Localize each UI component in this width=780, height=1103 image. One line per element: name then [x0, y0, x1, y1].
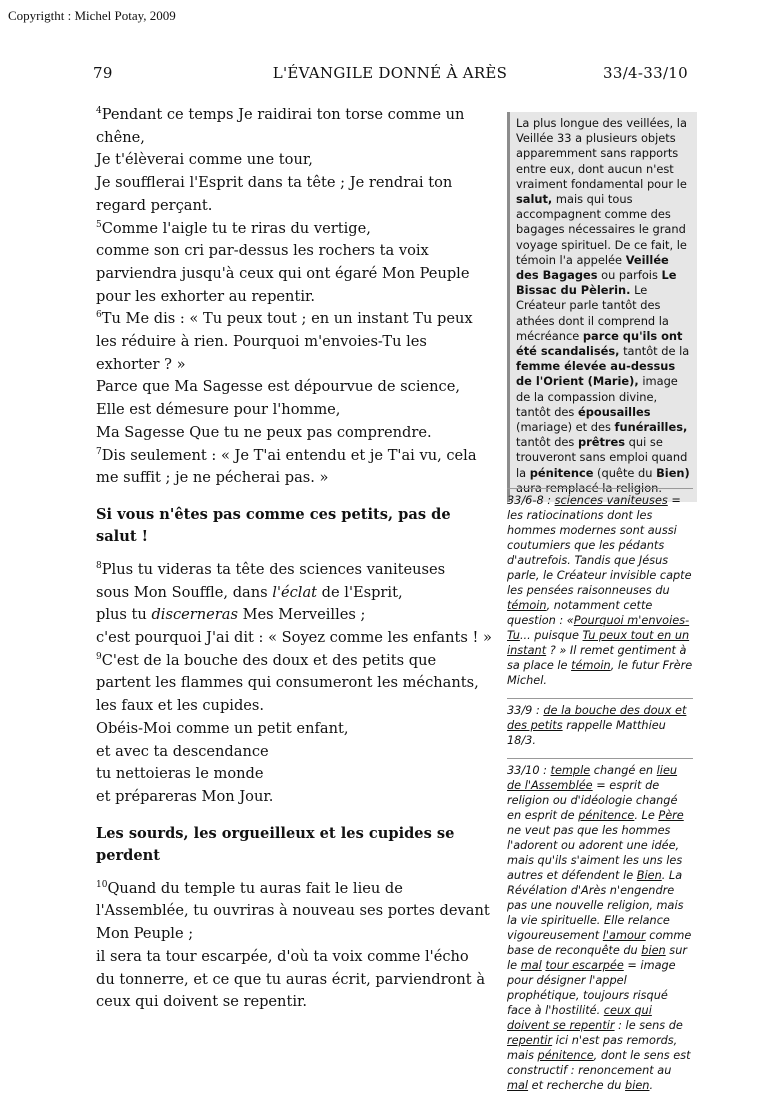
verse-line: et prépareras Mon Jour.	[96, 787, 274, 805]
verse-line: sous Mon Souffle, dans l'éclat de l'Esprit,	[96, 583, 403, 601]
section-heading-2: Les sourds, les orgueilleux et les cupides se perdent	[96, 824, 455, 864]
copyright-notice: Copyrigtht : Michel Potay, 2009	[8, 8, 176, 23]
verse-number: 7	[96, 446, 102, 457]
verse-number: 9	[96, 651, 102, 662]
verse-group-9	[96, 650, 492, 809]
summary-box: La plus longue des veillées, la Veillée 33 a plusieurs objets apparemment sans rapports entre eux, dont aucun n'est vraiment fondamental pour le salut, mais qui tous accompagnent comme des bagages nécessaires le grand voyage spirituel. De ce fait, le témoin l'a appelée Veillée des Bagages ou parfois Le Bissac du Pèlerin. Le Créateur parle tantôt des athées dont il comprend la mécréance parce qu'ils ont été scandalisés, tantôt de la femme élevée au-dessus de l'Orient (Marie), image de la compassion divine, tantôt des épousailles (mariage) et des funérailles, tantôt des prêtres qui se trouveront sans emploi quand la pénitence (quête du Bien) aura remplacé la religion.	[507, 112, 697, 502]
verse-number: 4	[96, 106, 102, 117]
note-33-10: 33/10 : temple changé en lieu de l'Assemblée = esprit de religion ou d'idéologie changé en esprit de pénitence. Le Père ne veut pas que les hommes l'adorent ou adorent une idée, mais qu'ils s'aiment les uns les autres et défendent le Bien. La Révélation d'Arès n'engendre pas une nouvelle religion, mais la vie spirituelle. Elle relance vigoureusement l'amour comme base de reconquête du bien sur le mal tour escarpée = image pour désigner l'appel prophétique, toujours risqué face à l'hostilité. ceux qui doivent se repentir : le sens de repentir ici n'est pas remords, mais pénitence, dont le sens est constructif : renoncement au mal et recherche du bien.	[507, 758, 693, 1093]
verse-line: $^{10}$Quand du temple tu auras fait le lieu de l'Assemblée, tu ouvriras à nouveau ses portes devant Mon Peuple ;	[96, 879, 490, 943]
verse-group-8	[96, 559, 492, 650]
verse-line: $^5$Comme l'aigle tu te riras du vertige,	[96, 219, 371, 237]
verse-line: c'est pourquoi J'ai dit : « Soyez comme les enfants ! »	[96, 629, 492, 647]
verse-line: Ma Sagesse Que tu ne peux pas comprendre.	[96, 423, 432, 441]
verse-line: $^7$Dis seulement : « Je T'ai entendu et je T'ai vu, cela me suffit ; je ne pécherai pas. »	[96, 446, 477, 487]
verse-line: $^6$Tu Me dis : « Tu peux tout ; en un instant Tu peux les réduire à rien. Pourquoi m'envoies-Tu les exhorter ? »	[96, 310, 473, 373]
section-heading-1: Si vous n'êtes pas comme ces petits, pas de salut !	[96, 505, 451, 545]
note-33-6-8: 33/6-8 : sciences vaniteuses = les ratiocinations dont les hommes modernes sont aussi coutumiers que les pédants d'autrefois. Tandis que Jésus parle, le Créateur invisible capte les pensées raisonneuses du témoin, notamment cette question : «Pourquoi m'envoies-Tu... puisque Tu peux tout en un instant ? » Il remet gentiment à sa place le témoin, le futur Frère Michel.	[507, 488, 693, 688]
page-number: 79	[93, 64, 113, 82]
verse-line: pour les exhorter au repentir.	[96, 287, 315, 305]
verse-number: 5	[96, 219, 102, 230]
verse-line: Je t'élèverai comme une tour,	[96, 151, 313, 169]
verse-line: Elle est démesure pour l'homme,	[96, 401, 341, 419]
running-title: L'ÉVANGILE DONNÉ À ARÈS	[272, 64, 508, 82]
verse-line: il sera ta tour escarpée, d'où ta voix comme l'écho du tonnerre, et ce que tu auras écrit, parviendront à ceux qui doivent se repentir.	[96, 947, 486, 1011]
note-33-9: 33/9 : de la bouche des doux et des petits rappelle Matthieu 18/3.	[507, 698, 693, 748]
verse-line: tu nettoieras le monde	[96, 765, 264, 783]
verse-line: $^4$Pendant ce temps Je raidirai ton torse comme un chêne,	[96, 106, 465, 146]
verse-line: $^9$C'est de la bouche des doux et des petits que partent les flammes qui consumeront les méchants, les faux et les cupides.	[96, 651, 479, 715]
verse-line: Obéis-Moi comme un petit enfant,	[96, 719, 349, 737]
verse-group-10	[96, 878, 492, 1014]
verse-number: 6	[96, 310, 102, 321]
verse-line: plus tu discerneras Mes Merveilles ;	[96, 606, 366, 624]
verse-number: 10	[96, 879, 108, 890]
verse-line: comme son cri par-dessus les rochers ta voix parviendra jusqu'à ceux qui ont égaré Mon Peuple	[96, 242, 470, 282]
verse-line: Je soufflerai l'Esprit dans ta tête ; Je rendrai ton regard perçant.	[96, 174, 453, 214]
margin-notes	[507, 488, 693, 1103]
verse-line: $^8$Plus tu videras ta tête des sciences vaniteuses	[96, 560, 446, 578]
verse-range: 33/4-33/10	[603, 64, 688, 82]
verse-group-4-7	[96, 104, 492, 490]
verse-line: Parce que Ma Sagesse est dépourvue de science,	[96, 378, 460, 396]
verse-line: et avec ta descendance	[96, 742, 269, 760]
main-text-column	[96, 104, 492, 1014]
verse-number: 8	[96, 561, 102, 572]
